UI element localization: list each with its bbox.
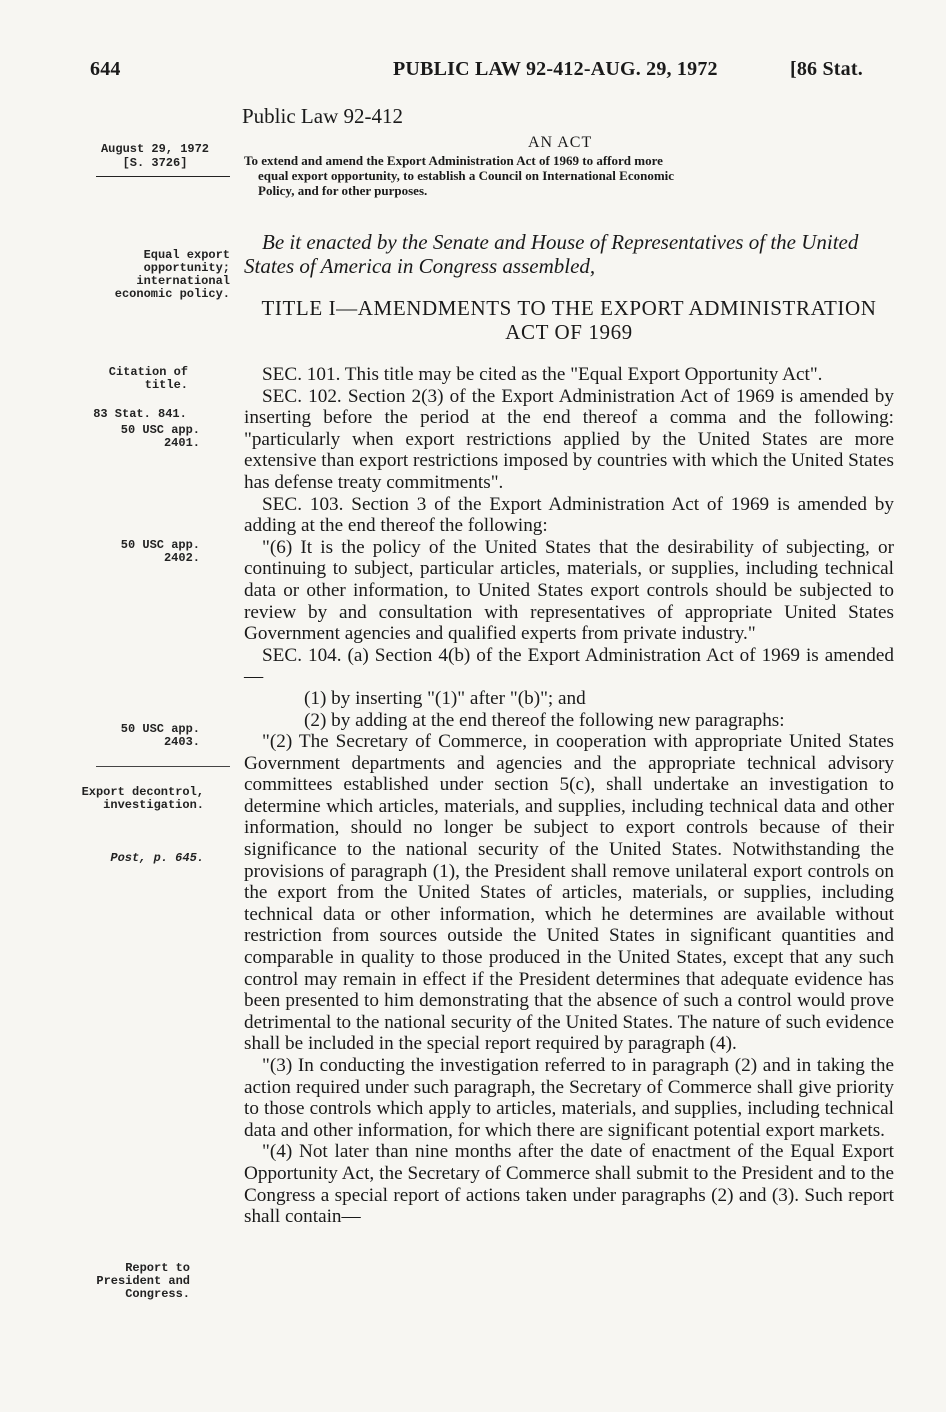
title-heading: TITLE I—AMENDMENTS TO THE EXPORT ADMINISTRATION ACT OF 1969	[261, 296, 877, 344]
section-103: SEC. 103. Section 3 of the Export Administration Act of 1969 is amended by adding at the end thereof the following:	[244, 493, 894, 537]
section-103-quote: "(6) It is the policy of the United States that the desirability of subjecting, or continuing to subject, particular articles, materials, or supplies, including technical data or other information, to United States export controls should be subjected to review by and consultation with representatives of appropriate United States Government agencies and qualified experts from private industry."	[244, 536, 894, 645]
paragraph-2: "(2) The Secretary of Commerce, in cooperation with appropriate United States Government departments and agencies and the appropriate technical advisory committees established under section 5(c), shall undertake an investigation to determine which articles, materials, and supplies, including technical data and other information, should no longer be subject to export controls because of their significance to the national security of the United States. Notwithstanding the provisions of paragraph (1), the President shall remove unilateral export controls on the export from the United States of articles, materials, or supplies, including technical data or other information, which he determines are available without restriction from sources outside the United States in significant quantities and comparable in quality to those produced in the United States, except that any such control may remain in effect if the President determines that adequate evidence has been presented to him demonstrating that the absence of such a control would prove detrimental to the national security of the United States. The nature of such evidence shall be included in the special report required by paragraph (4).	[244, 731, 894, 1055]
margin-post-ref: Post, p. 645.	[110, 851, 204, 865]
section-102: SEC. 102. Section 2(3) of the Export Administration Act of 1969 is amended by inserting before the period at the end thereof a comma and the following: "particularly when export restrictions applied by the United States are more extensive than export restrictions imposed by countries with which the United States has defense treaty commitments".	[244, 385, 894, 493]
margin-export-decontrol: Export decontrol, investigation.	[81, 785, 204, 812]
margin-usc-2402: 50 USC app. 2402.	[120, 538, 200, 565]
margin-bill: [S. 3726]	[122, 156, 188, 170]
margin-date: August 29, 1972	[100, 142, 210, 156]
an-act-label: AN ACT	[528, 134, 593, 151]
section-104-clause-2: (2) by adding at the end thereof the following new paragraphs:	[304, 709, 785, 731]
purpose-line-1: To extend and amend the Export Administration Act of 1969 to afford more	[244, 153, 663, 168]
purpose-line-2: equal export opportunity, to establish a Council on International Economic	[258, 168, 675, 183]
paragraph-4: "(4) Not later than nine months after the date of enactment of the Equal Export Opportunity Act, the Secretary of Commerce shall submit to the President and to the Congress a special report of actions taken under paragraphs (2) and (3). Such report shall contain—	[244, 1141, 894, 1228]
enacting-clause: Be it enacted by the Senate and House of Representatives of the United States of America in Congress assembled,	[244, 230, 859, 278]
section-104: SEC. 104. (a) Section 4(b) of the Export Administration Act of 1969 is amended—	[244, 644, 894, 688]
margin-usc-2403: 50 USC app. 2403.	[120, 722, 200, 749]
margin-divider	[96, 176, 230, 177]
margin-equal-export: Equal export opportunity; international economic policy.	[114, 248, 230, 301]
statute-reference: [86 Stat.	[790, 58, 863, 80]
running-title: PUBLIC LAW 92-412-AUG. 29, 1972	[393, 58, 718, 80]
margin-usc-2401: 50 USC app. 2401.	[120, 423, 200, 450]
law-body	[244, 364, 894, 1228]
act-purpose	[244, 153, 894, 198]
margin-divider-2	[96, 766, 230, 767]
public-law-title: Public Law 92-412	[242, 104, 403, 128]
margin-report: Report to President and Congress.	[96, 1261, 190, 1301]
margin-citation: Citation of title.	[108, 365, 188, 392]
purpose-line-3: Policy, and for other purposes.	[258, 183, 428, 198]
margin-stat-ref: 83 Stat. 841.	[93, 407, 187, 421]
section-101: SEC. 101. This title may be cited as the "Equal Export Opportunity Act".	[262, 364, 823, 385]
page-number: 644	[90, 58, 121, 80]
section-104-clause-1: (1) by inserting "(1)" after "(b)"; and	[304, 687, 586, 709]
paragraph-3: "(3) In conducting the investigation referred to in paragraph (2) and in taking the action required under such paragraph, the Secretary of Commerce shall give priority to those controls which apply to articles, materials, and supplies, including technical data and other information, for which there are significant potential export markets.	[244, 1055, 894, 1141]
